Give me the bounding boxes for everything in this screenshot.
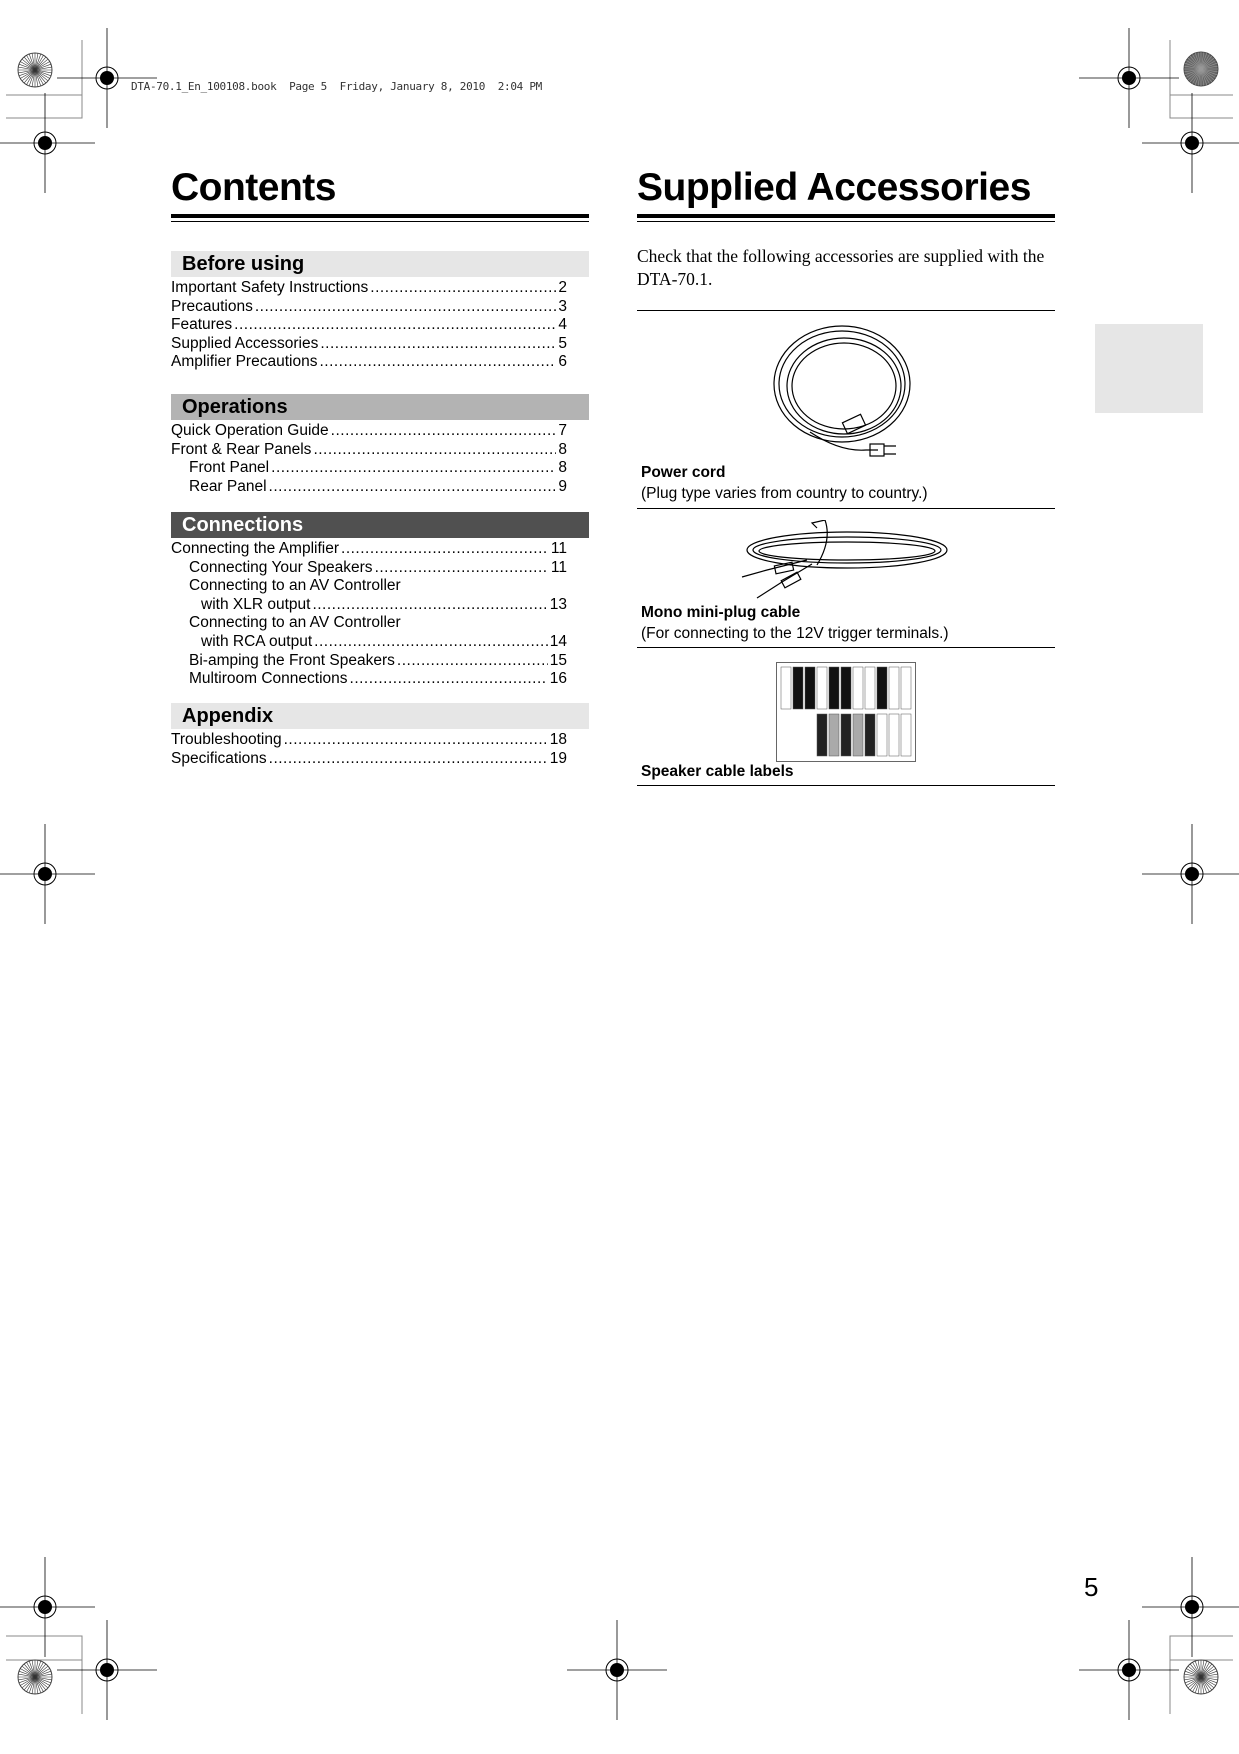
toc-dot-leader [284,731,548,750]
toc-dot-leader [269,478,557,497]
toc-entry[interactable] [171,652,567,671]
toc-section-heading: Operations [171,394,589,420]
toc-entry[interactable] [171,559,567,578]
crosshair-mark-icon [0,824,95,924]
toc-entry-page: 4 [558,316,567,334]
speaker-cable-labels-illustration [776,662,916,762]
label-strip [793,714,803,756]
toc-entry[interactable] [171,298,567,317]
section-tab [1095,324,1203,413]
toc-section-heading: Before using [171,251,589,277]
label-strip [877,714,887,756]
accessories-title-rule-thin [637,221,1055,222]
starburst-target-icon [1184,52,1218,86]
toc-entry[interactable] [171,335,567,354]
toc-section-heading: Connections [171,512,589,538]
toc-entry [171,577,567,596]
toc-entry-label: with RCA output [201,632,313,650]
toc-entry-label: Amplifier Precautions [171,353,318,371]
toc-entry[interactable] [171,478,567,497]
toc-entry-label: Connecting the Amplifier [171,540,340,557]
toc-entry[interactable] [171,540,567,559]
crosshair-mark-icon [1142,1557,1239,1657]
label-strip [877,667,887,709]
toc-entry-page: 11 [550,540,567,557]
label-strip [781,667,791,709]
toc-dot-leader [312,596,547,615]
toc-entry-page: 14 [549,632,567,650]
toc-section [171,512,589,689]
label-strip [865,667,875,709]
label-strip [829,714,839,756]
toc-entry-page: 9 [558,477,567,495]
label-strip [901,667,911,709]
toc-entry-page: 16 [549,670,567,688]
toc-entry-page: 8 [558,459,567,477]
toc-entry-label: Front Panel [189,459,270,477]
toc-entry-page: 6 [558,353,567,371]
toc-dot-leader [313,441,556,460]
toc-entry-page: 3 [558,297,567,315]
crosshair-mark-icon [57,1620,157,1720]
accessory-label: Speaker cable labels [641,763,794,780]
accessories-intro: Check that the following accessories are supplied with the DTA-70.1. [637,246,1045,289]
toc-entry-label: Multiroom Connections [189,670,348,688]
label-strip [889,714,899,756]
toc-entry-label: with XLR output [201,595,311,613]
toc-entry-page: 15 [549,651,567,669]
toc-entry-label: Bi-amping the Front Speakers [189,651,395,669]
toc-section [171,703,589,768]
toc-entry-page: 13 [549,595,567,613]
toc-entry-page: 2 [558,279,567,296]
toc-entry-page: 7 [558,422,567,439]
label-strip [841,667,851,709]
accessory-note: (For connecting to the 12V trigger terminals.) [641,625,949,642]
toc-entry[interactable] [171,596,567,615]
toc-entry-label: Quick Operation Guide [171,422,329,439]
accessories-title: Supplied Accessories [637,166,1031,209]
toc-section [171,251,589,372]
toc-dot-leader [255,298,557,317]
toc-dot-leader [269,750,548,769]
crosshair-mark-icon [567,1620,667,1720]
label-strip [817,667,827,709]
label-strip [901,714,911,756]
crosshair-mark-icon [0,93,95,193]
toc-entry-page: 11 [550,558,567,576]
toc-dot-leader [341,540,549,559]
toc-entry-page: 19 [549,749,567,767]
divider [637,647,1055,648]
accessory-label: Power cord [641,464,726,481]
label-strip [817,714,827,756]
toc-entry-label: Features [171,316,233,334]
toc-dot-leader [320,335,556,354]
toc-entry[interactable] [171,750,567,769]
toc-entry[interactable] [171,633,567,652]
toc-entry-label: Rear Panel [189,477,267,495]
toc-section [171,394,589,496]
label-strip [805,667,815,709]
crosshair-mark-icon [1142,824,1239,924]
toc-dot-leader [314,633,548,652]
crosshair-mark-icon [57,28,157,128]
mini-plug-cable-illustration [737,520,953,605]
toc-entry[interactable] [171,279,567,298]
page-number: 5 [1084,1572,1099,1602]
toc-entry-page: 8 [558,440,567,458]
print-header: DTA-70.1_En_100108.book Page 5 Friday, January 8, 2010 2:04 PM [131,80,542,93]
toc-entry[interactable] [171,459,567,478]
label-strip [841,714,851,756]
toc-section-heading: Appendix [171,703,589,729]
toc-dot-leader [331,422,557,441]
label-strip [853,667,863,709]
starburst-target-icon [18,53,52,87]
toc-entry-label: Supplied Accessories [171,334,319,352]
starburst-target-icon [18,1660,52,1694]
label-strip [805,714,815,756]
toc-dot-leader [375,559,549,578]
divider [637,785,1055,786]
toc-entry-label: Specifications [171,749,267,767]
toc-entry-label: Connecting to an AV Controller [189,614,401,632]
toc-entry-label: Important Safety Instructions [171,279,369,296]
power-cord-illustration [770,322,920,467]
toc-entry-label: Connecting Your Speakers [189,558,373,576]
toc-dot-leader [319,353,556,372]
toc-entry [171,614,567,633]
toc-dot-leader [271,459,556,478]
crosshair-mark-icon [1079,1620,1179,1720]
toc-entry[interactable] [171,731,567,750]
starburst-target-icon [1184,1660,1218,1694]
contents-title: Contents [171,166,336,209]
toc-entry[interactable] [171,316,567,335]
toc-dot-leader [234,316,556,335]
label-strip [889,667,899,709]
contents-title-rule-thin [171,221,589,222]
toc-entry-page: 5 [558,334,567,352]
toc-entry-label: Connecting to an AV Controller [189,577,401,595]
toc-entry-label: Precautions [171,297,253,315]
toc-entry-label: Troubleshooting [171,731,282,748]
crosshair-mark-icon [0,1557,95,1657]
label-strip [781,714,791,756]
toc-dot-leader [350,670,548,689]
divider [637,310,1055,311]
toc-dot-leader [370,279,556,298]
accessories-title-rule [637,214,1055,218]
contents-title-rule [171,214,589,218]
label-strip [865,714,875,756]
toc-dot-leader [397,652,548,671]
toc-entry[interactable] [171,353,567,372]
crosshair-mark-icon [1142,93,1239,193]
accessory-note: (Plug type varies from country to country.) [641,485,928,502]
divider [637,508,1055,509]
toc-entry[interactable] [171,441,567,460]
label-strip [829,667,839,709]
toc-entry[interactable] [171,670,567,689]
label-strip [853,714,863,756]
accessory-label: Mono mini-plug cable [641,604,801,621]
toc-entry[interactable] [171,422,567,441]
crosshair-mark-icon [1079,28,1179,128]
toc-entry-page: 18 [549,731,567,748]
toc-entry-label: Front & Rear Panels [171,440,312,458]
label-strip [793,667,803,709]
